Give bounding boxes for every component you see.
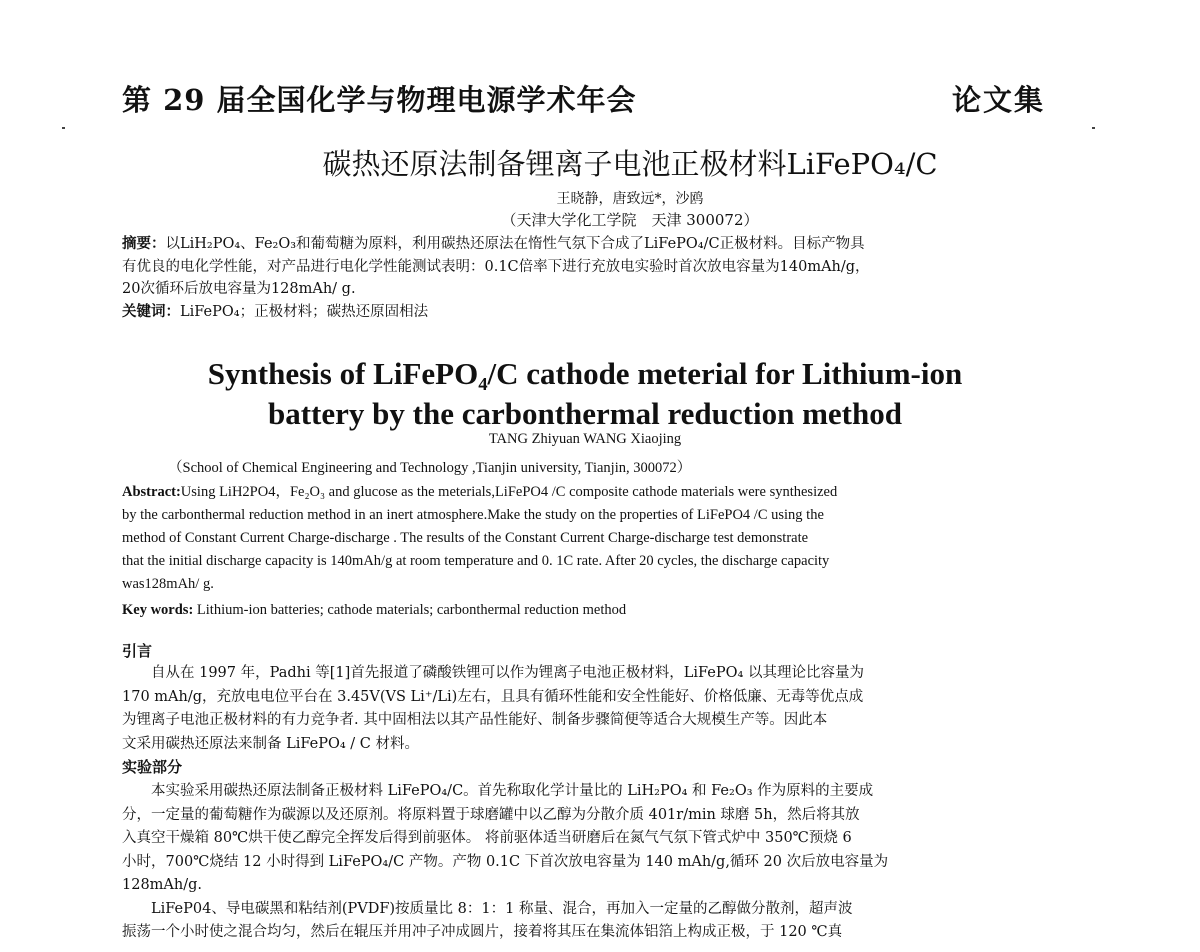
body-line: 分，一定量的葡萄糖作为碳源以及还原剂。将原料置于球磨罐中以乙醇为分散介质 401r/min 球磨 5h，然后将其放 <box>122 806 860 823</box>
section-heading-intro: 引言 <box>122 642 153 660</box>
body-line: 本实验采用碳热还原法制备正极材料 LiFePO₄/C。首先称取化学计量比的 LiH₂PO₄ 和 Fe₂O₃ 作为原料的主要成 <box>122 783 874 799</box>
english-abstract <box>122 481 1052 622</box>
experimental-paragraph <box>122 780 1047 945</box>
abstract-line: method of Constant Current Charge-discharge . The results of the Constant Current Charge-discharge test demonstrate <box>122 530 809 546</box>
section-heading-experimental: 实验部分 <box>122 758 183 776</box>
english-affiliation: （School of Chemical Engineering and Technology ,Tianjin university, Tianjin, 300072） <box>168 460 692 476</box>
abstract-line: 以LiH₂PO₄、Fe₂O₃和葡萄糖为原料，利用碳热还原法在惰性气氛下合成了LiFePO₄/C正极材料。目标产物具 <box>165 236 865 252</box>
intro-paragraph <box>122 662 1047 756</box>
keywords-label: Key words: <box>122 602 194 618</box>
collection-label: 论文集 <box>951 83 1045 117</box>
abstract-line: by the carbonthermal reduction method in an inert atmosphere.Make the study on the properties of LiFePO4 /C using the <box>122 507 824 523</box>
abstract-line: 20次循环后放电容量为128mAh/ g. <box>122 281 356 297</box>
abstract-line: that the initial discharge capacity is 140mAh/g at room temperature and 0. 1C rate. After 20 cycles, the discharge capacity <box>122 553 830 569</box>
body-line: 小时，700℃烧结 12 小时得到 LiFePO₄/C 产物。产物 0.1C 下首次放电容量为 140 mAh/g,循环 20 次后放电容量为 <box>122 853 889 870</box>
abstract-label: 摘要： <box>122 235 166 252</box>
body-line: 128mAh/g. <box>122 877 203 893</box>
body-line: 为锂离子电池正极材料的有力竞争者. 其中固相法以其产品性能好、制备步骤简便等适合大规模生产等。因此本 <box>122 712 828 728</box>
english-authors: TANG Zhiyuan WANG Xiaojing <box>488 431 682 447</box>
english-title-line: battery by the carbonthermal reduction method <box>267 396 902 431</box>
abstract-label: Abstract: <box>122 484 181 500</box>
body-line: 振荡一个小时使之混合均匀，然后在辊压并用冲子冲成圆片，接着将其压在集流体铝箔上构成正极，于 120 ℃真 <box>122 924 843 940</box>
keywords-label: 关键词： <box>122 302 180 320</box>
chinese-authors: 王晓静，唐致远*，沙鸥 <box>556 191 704 207</box>
keywords-text: Lithium-ion batteries; cathode materials; carbonthermal reduction method <box>196 602 627 618</box>
chinese-title: 碳热还原法制备锂离子电池正极材料LiFePO₄/C <box>322 147 938 181</box>
header-rule-mark <box>62 127 65 129</box>
header-rule-mark <box>1092 127 1095 129</box>
abstract-line: Using LiH2PO4，Fe₂O₃ and glucose as the meterials,LiFePO4 /C composite cathode materials were synthesized <box>180 484 838 500</box>
conference-header: 第 29 届全国化学与物理电源学术年会 <box>122 83 637 117</box>
body-line: 文采用碳热还原法来制备 LiFePO₄ / C 材料。 <box>122 735 419 752</box>
body-line: 170 mAh/g，充放电电位平台在 3.45V(VS Li⁺/Li)左右，且具有循环性能和安全性能好、价格低廉、无毒等优点成 <box>122 688 864 705</box>
chinese-abstract <box>122 233 1052 323</box>
abstract-line: 有优良的电化学性能，对产品进行电化学性能测试表明：0.1C倍率下进行充放电实验时首次放电容量为140mAh/g， <box>122 258 870 275</box>
abstract-line: was128mAh/ g. <box>122 576 214 592</box>
chinese-affiliation: （天津大学化工学院 天津 300072） <box>501 211 759 229</box>
body-line: 自从在 1997 年，Padhi 等[1]首先报道了磷酸铁锂可以作为锂离子电池正极材料，LiFePO₄ 以其理论比容量为 <box>122 665 864 681</box>
body-line: LiFeP04、导电碳黑和粘结剂(PVDF)按质量比 8：1：1 称量、混合，再加入一定量的乙醇做分散剂，超声波 <box>122 900 853 917</box>
english-title-line: Synthesis of LiFePO₄/C cathode meterial for Lithium-ion <box>207 356 963 391</box>
body-line: 入真空干燥箱 80℃烘干使乙醇完全挥发后得到前驱体。 将前驱体适当研磨后在氮气气氛下管式炉中 350℃预烧 6 <box>122 830 852 846</box>
keywords-text: LiFePO₄；正极材料；碳热还原固相法 <box>180 303 429 320</box>
